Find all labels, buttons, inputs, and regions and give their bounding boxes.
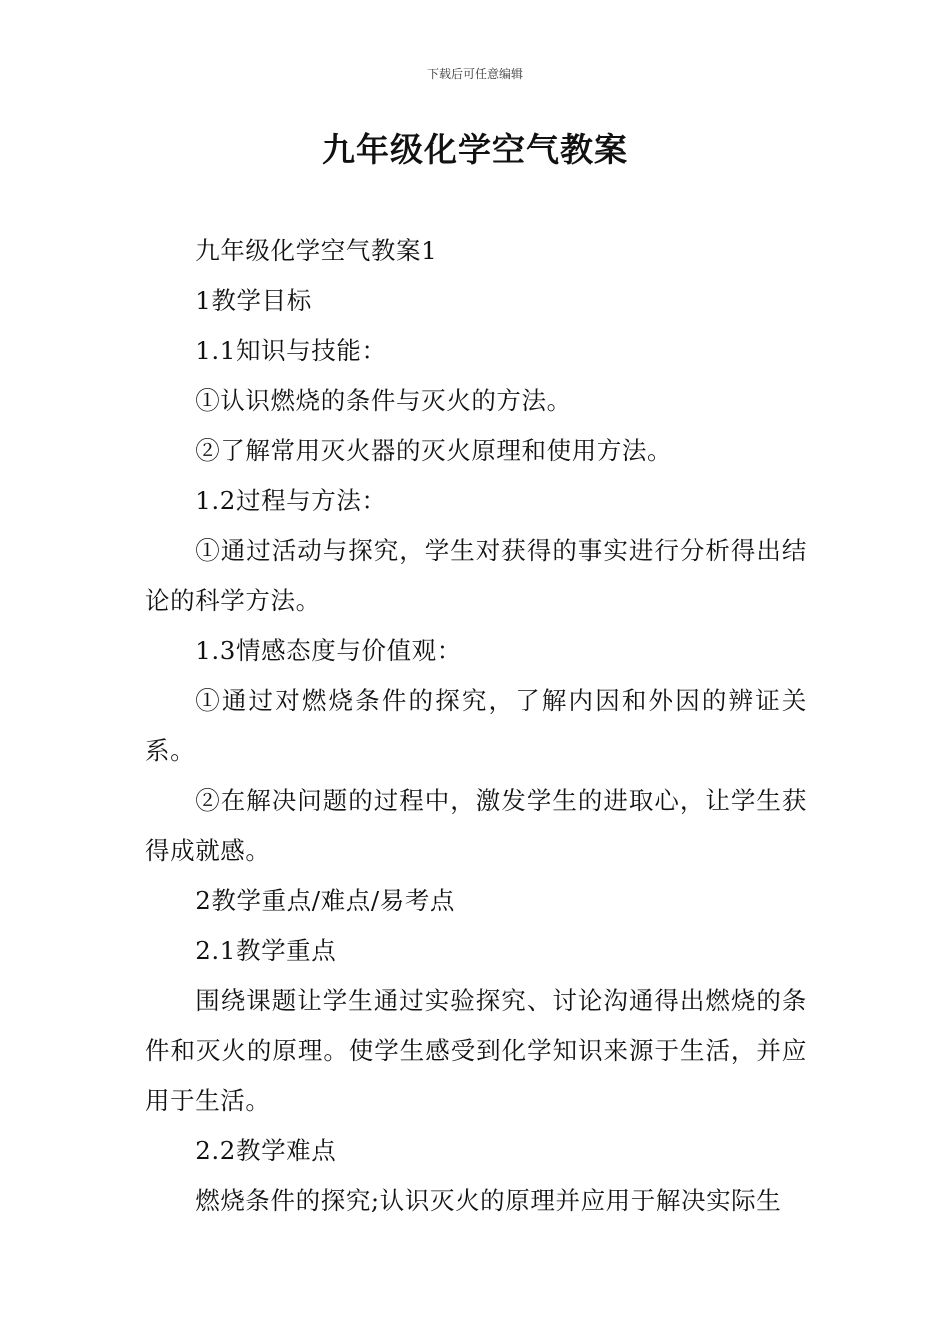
paragraph-teaching-focus: 2.1教学重点 [195, 936, 337, 965]
paragraph-process-methods: 1.2过程与方法： [195, 486, 387, 515]
document-title: 九年级化学空气教案 [322, 130, 628, 169]
paragraph-difficulty-content: 燃烧条件的探究;认识灭火的原理并应用于解决实际生 [195, 1186, 782, 1215]
paragraph-goal-item: ②在解决问题的过程中，激发学生的进取心，让学生获得成就感。 [145, 786, 807, 865]
paragraph-goal-item: ①通过活动与探究，学生对获得的事实进行分析得出结论的科学方法。 [145, 536, 807, 615]
paragraph-goal-item: ①认识燃烧的条件与灭火的方法。 [195, 386, 572, 415]
paragraph-goal-item: ②了解常用灭火器的灭火原理和使用方法。 [195, 436, 673, 465]
paragraph-teaching-goals: 1教学目标 [195, 286, 312, 315]
paragraph-key-points-heading: 2教学重点/难点/易考点 [195, 886, 456, 915]
header-note: 下载后可任意编辑 [426, 67, 523, 81]
document-body [145, 226, 807, 1226]
paragraph-knowledge-skills: 1.1知识与技能： [195, 336, 387, 365]
paragraph-focus-content: 围绕课题让学生通过实验探究、讨论沟通得出燃烧的条件和灭火的原理。使学生感受到化学知识来源于生活，并应用于生活。 [145, 986, 807, 1115]
paragraph-lesson-heading: 九年级化学空气教案1 [195, 236, 438, 265]
paragraph-teaching-difficulty: 2.2教学难点 [195, 1136, 337, 1165]
paragraph-goal-item: ①通过对燃烧条件的探究，了解内因和外因的辨证关系。 [145, 686, 807, 765]
paragraph-attitude-values: 1.3情感态度与价值观： [195, 636, 462, 665]
